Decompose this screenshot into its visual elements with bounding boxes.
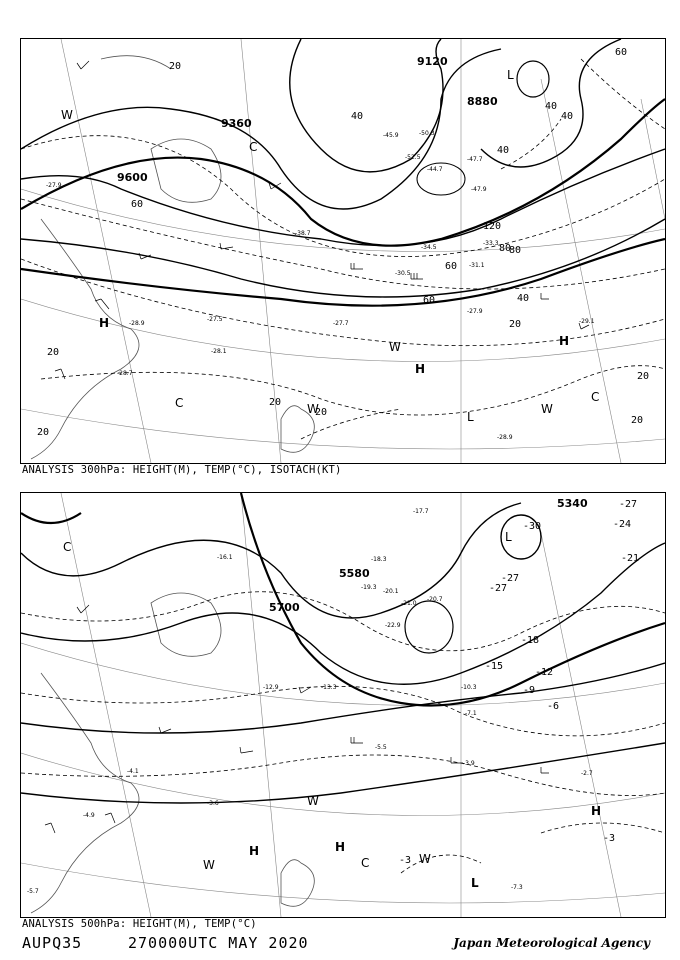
svg-text:-12: -12	[535, 667, 554, 678]
svg-text:-18: -18	[521, 635, 540, 646]
svg-text:20: 20	[169, 61, 182, 72]
svg-text:9360: 9360	[221, 117, 252, 130]
map-panel-300hpa	[20, 38, 666, 464]
svg-text:20: 20	[509, 319, 522, 330]
svg-text:-31.1: -31.1	[469, 262, 485, 269]
svg-text:20: 20	[315, 407, 328, 418]
svg-text:-18.3: -18.3	[371, 556, 387, 563]
svg-text:-22.9: -22.9	[385, 622, 401, 629]
cut-off-low-ring	[405, 601, 453, 653]
svg-text:40: 40	[561, 111, 574, 122]
wind-barbs	[55, 61, 589, 379]
svg-text:-27: -27	[501, 573, 520, 584]
valid-time: 270000UTC MAY 2020	[128, 934, 309, 952]
svg-text:-47.9: -47.9	[471, 186, 487, 193]
svg-text:120: 120	[483, 221, 502, 232]
svg-text:-27: -27	[489, 583, 508, 594]
svg-text:40: 40	[545, 101, 558, 112]
height-contours	[21, 503, 665, 803]
svg-text:80: 80	[509, 245, 522, 256]
high-center-symbol-2: H	[335, 840, 346, 854]
svg-text:20: 20	[631, 415, 644, 426]
svg-text:9600: 9600	[117, 171, 148, 184]
caption-500hpa: ANALYSIS 500hPa: HEIGHT(M), TEMP(°C)	[22, 918, 257, 930]
svg-text:-19.3: -19.3	[361, 584, 377, 591]
cold-center-symbol: C	[249, 140, 258, 154]
height-contours	[21, 39, 665, 297]
svg-text:-33.3: -33.3	[483, 240, 499, 247]
chart-id: AUPQ35	[22, 934, 83, 952]
low-center-symbol: L	[507, 68, 514, 82]
svg-text:-10.3: -10.3	[461, 684, 477, 691]
svg-text:20: 20	[47, 347, 60, 358]
svg-text:-34.5: -34.5	[421, 244, 437, 251]
svg-text:-16.1: -16.1	[217, 554, 233, 561]
svg-text:60: 60	[131, 199, 144, 210]
svg-text:5340: 5340	[557, 497, 588, 510]
svg-text:-5.7: -5.7	[27, 888, 39, 895]
svg-text:-27: -27	[619, 499, 638, 510]
svg-text:-27.9: -27.9	[467, 308, 483, 315]
high-center-symbol-3: H	[559, 334, 570, 348]
warm-center-symbol: W	[203, 858, 215, 872]
svg-text:40: 40	[351, 111, 364, 122]
svg-text:-21.0: -21.0	[401, 600, 417, 607]
station-labels	[27, 508, 593, 895]
svg-text:-13.3: -13.3	[321, 684, 337, 691]
high-center-symbol: H	[99, 316, 110, 330]
svg-text:-7.1: -7.1	[465, 710, 477, 717]
svg-text:-52.5: -52.5	[405, 154, 421, 161]
svg-text:-28.9: -28.9	[129, 320, 145, 327]
low-center-ring	[517, 61, 549, 97]
svg-text:-17.7: -17.7	[413, 508, 429, 515]
svg-text:-28.1: -28.1	[211, 348, 227, 355]
warm-center-symbol: W	[61, 108, 73, 122]
svg-text:-44.7: -44.7	[427, 166, 443, 173]
warm-center-symbol-2: W	[307, 794, 319, 808]
svg-text:-15: -15	[485, 661, 504, 672]
cold-center-symbol-2: C	[175, 396, 184, 410]
svg-text:-6: -6	[547, 701, 560, 712]
svg-text:-47.7: -47.7	[467, 156, 483, 163]
warm-center-symbol-3: W	[419, 852, 431, 866]
svg-text:-4.1: -4.1	[127, 768, 139, 775]
pressure-system-symbols	[63, 530, 601, 890]
high-center-symbol-3: H	[591, 804, 602, 818]
svg-text:-27.5: -27.5	[207, 316, 223, 323]
high-center-symbol-2: H	[415, 362, 426, 376]
svg-text:40: 40	[497, 145, 510, 156]
svg-text:-29.1: -29.1	[579, 318, 595, 325]
svg-text:60: 60	[445, 261, 458, 272]
warm-center-symbol-4: W	[307, 402, 319, 416]
svg-text:-3.6: -3.6	[207, 800, 219, 807]
temperature-labels	[399, 499, 639, 866]
map-panel-500hpa	[20, 492, 666, 918]
svg-text:5700: 5700	[269, 601, 300, 614]
svg-text:-21: -21	[621, 553, 640, 564]
map-300hpa-svg	[21, 39, 665, 463]
map-500hpa-svg	[21, 493, 665, 917]
svg-text:-12.9: -12.9	[263, 684, 279, 691]
svg-text:-27.7: -27.7	[333, 320, 349, 327]
svg-text:5580: 5580	[339, 567, 370, 580]
height-contours-bold	[21, 493, 665, 706]
svg-text:-20.7: -20.7	[427, 596, 443, 603]
svg-text:-20.1: -20.1	[383, 588, 399, 595]
svg-text:60: 60	[615, 47, 628, 58]
svg-text:-30: -30	[523, 521, 542, 532]
cold-center-symbol-2: C	[63, 540, 72, 554]
high-center-symbol: H	[249, 844, 260, 858]
svg-text:20: 20	[269, 397, 282, 408]
svg-text:-30.5: -30.5	[395, 270, 411, 277]
svg-text:20: 20	[37, 427, 50, 438]
svg-text:80: 80	[499, 243, 512, 254]
svg-text:-28.9: -28.9	[497, 434, 513, 441]
svg-text:20: 20	[637, 371, 650, 382]
caption-300hpa: ANALYSIS 300hPa: HEIGHT(M), TEMP(°C), ISOTACH(KT)	[22, 464, 342, 476]
svg-text:-28.7: -28.7	[117, 370, 133, 377]
svg-text:60: 60	[423, 295, 436, 306]
svg-text:-3: -3	[603, 833, 616, 844]
warm-center-symbol-2: W	[541, 402, 553, 416]
low-center-symbol-2: L	[471, 876, 479, 890]
cold-center-symbol: C	[361, 856, 370, 870]
agency-name: Japan Meteorological Agency	[453, 936, 650, 950]
svg-text:-24: -24	[613, 519, 632, 530]
svg-text:-2.7: -2.7	[581, 770, 593, 777]
svg-text:8880: 8880	[467, 95, 498, 108]
warm-center-symbol-3: W	[389, 340, 401, 354]
svg-text:-38.7: -38.7	[295, 230, 311, 237]
svg-text:40: 40	[517, 293, 530, 304]
cold-center-symbol-3: C	[591, 390, 600, 404]
height-contours-bold	[21, 99, 665, 306]
svg-text:-50.3: -50.3	[419, 130, 435, 137]
height-labels	[117, 55, 498, 184]
svg-text:-3.9: -3.9	[463, 760, 475, 767]
svg-text:-5.5: -5.5	[375, 744, 387, 751]
svg-text:9120: 9120	[417, 55, 448, 68]
svg-text:-4.9: -4.9	[83, 812, 95, 819]
low-center-symbol-2: L	[467, 410, 474, 424]
svg-text:-9: -9	[523, 685, 536, 696]
svg-text:-27.9: -27.9	[46, 182, 62, 189]
low-center-symbol: L	[505, 530, 512, 544]
svg-text:-3: -3	[399, 855, 412, 866]
svg-text:-7.3: -7.3	[511, 884, 523, 891]
svg-text:-45.9: -45.9	[383, 132, 399, 139]
